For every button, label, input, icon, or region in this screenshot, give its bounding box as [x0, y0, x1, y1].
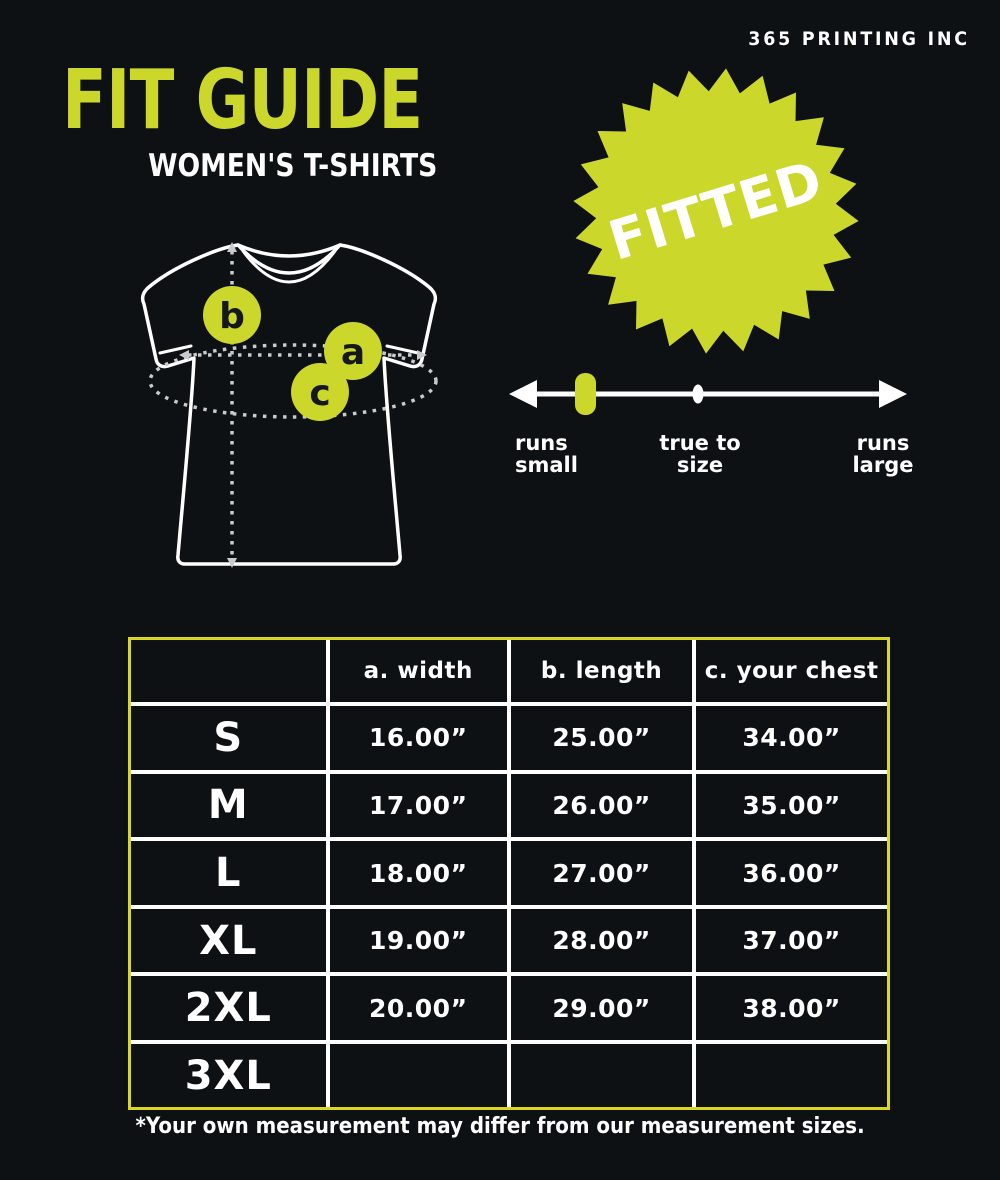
width-value: 17.00” [328, 772, 509, 840]
marker-c-label: c [309, 373, 331, 414]
marker-a-label: a [340, 332, 366, 373]
fitted-badge [571, 66, 861, 356]
page-subtitle: WOMEN'S T-SHIRTS [147, 148, 437, 184]
header [62, 53, 437, 184]
size-table-container [128, 637, 890, 1110]
runs-small-label: runs small [515, 431, 578, 478]
length-value: 29.00” [509, 974, 694, 1042]
chest-value [694, 1042, 887, 1107]
chest-value: 35.00” [694, 772, 887, 840]
width-value: 19.00” [328, 907, 509, 975]
measurement-disclaimer: *Your own measurement may differ from our measurement sizes. [135, 1114, 865, 1139]
header-size [131, 640, 328, 704]
length-value: 25.00” [509, 704, 694, 772]
marker-b-label: b [219, 296, 245, 337]
length-value [509, 1042, 694, 1107]
runs-large-label: runs large [852, 431, 914, 478]
true-to-size-label: true to size [659, 431, 741, 478]
size-label: L [131, 839, 328, 907]
header-length: b. length [509, 640, 694, 704]
length-value: 28.00” [509, 907, 694, 975]
scale-center-dot [693, 385, 704, 404]
scale-arrow-right [879, 380, 907, 408]
fit-scale-arrow [503, 363, 913, 425]
header-chest: c. your chest [694, 640, 887, 704]
size-label: S [131, 704, 328, 772]
tshirt-diagram [135, 235, 445, 575]
table-row-l [131, 839, 887, 907]
size-label: 3XL [131, 1042, 328, 1107]
width-value [328, 1042, 509, 1107]
header-width: a. width [328, 640, 509, 704]
size-label: M [131, 772, 328, 840]
width-value: 20.00” [328, 974, 509, 1042]
size-label: XL [131, 907, 328, 975]
scale-arrow-left [509, 380, 537, 408]
page-title: FIT GUIDE [62, 53, 423, 148]
fit-scale [503, 360, 913, 480]
chest-value: 34.00” [694, 704, 887, 772]
width-value: 18.00” [328, 839, 509, 907]
size-table [131, 640, 887, 1107]
fit-position-marker [575, 373, 596, 415]
chest-value: 38.00” [694, 974, 887, 1042]
right-cuff-line [387, 346, 418, 353]
chest-value: 37.00” [694, 907, 887, 975]
table-row-3xl [131, 1042, 887, 1107]
table-header-row [131, 640, 887, 704]
table-row-m [131, 772, 887, 840]
fitted-badge-label: FITTED [601, 148, 831, 273]
table-row-xl [131, 907, 887, 975]
length-value: 27.00” [509, 839, 694, 907]
size-label: 2XL [131, 974, 328, 1042]
chest-value: 36.00” [694, 839, 887, 907]
length-value: 26.00” [509, 772, 694, 840]
table-row-s [131, 704, 887, 772]
table-row-2xl [131, 974, 887, 1042]
width-value: 16.00” [328, 704, 509, 772]
brand-name: 365 PRINTING INC [748, 28, 970, 50]
